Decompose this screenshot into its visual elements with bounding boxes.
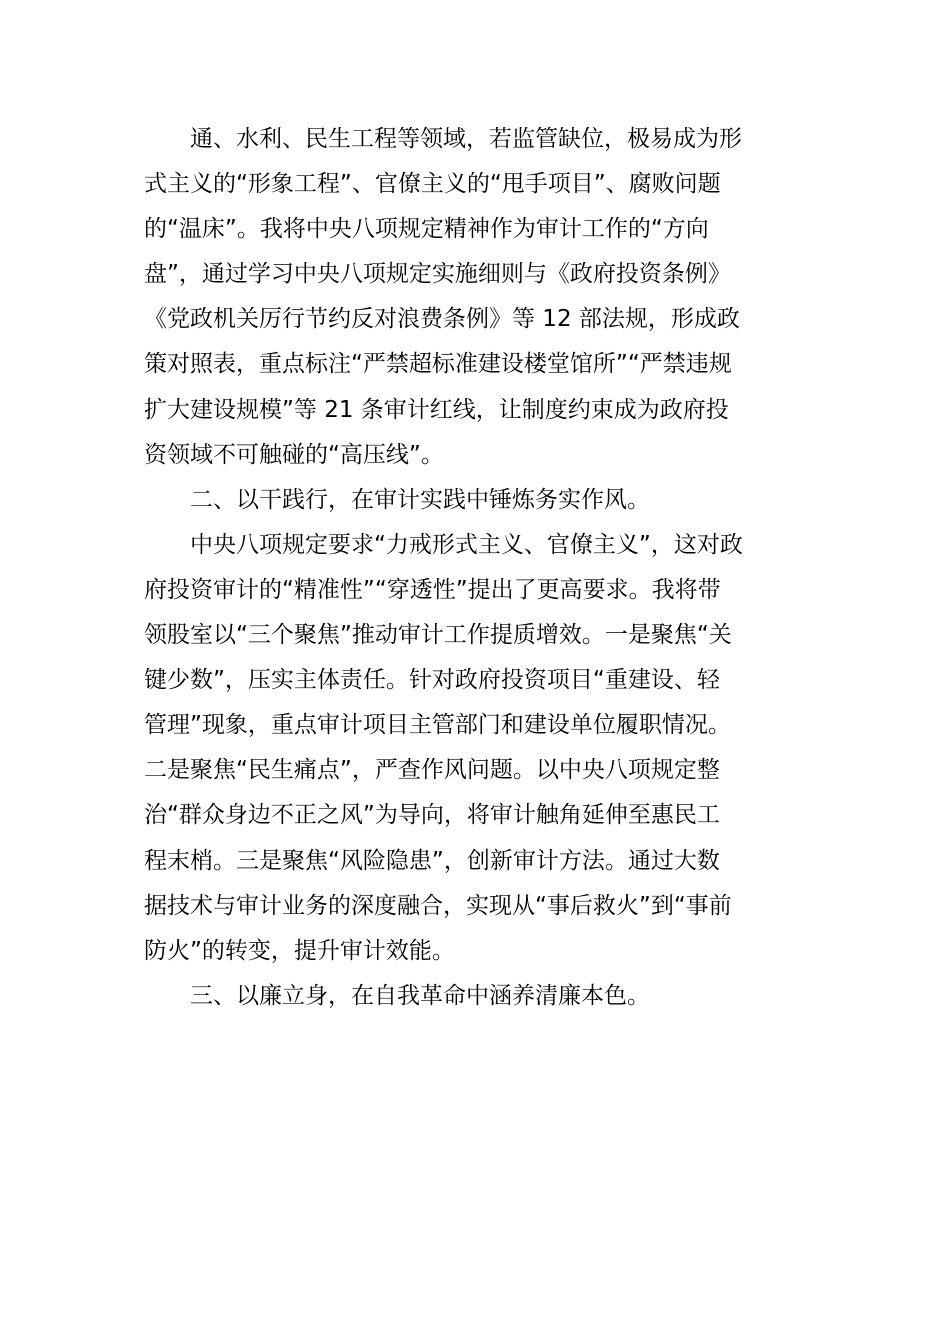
text-line: 通、水利、民生工程等领域，若监管缺位，极易成为形 bbox=[190, 126, 742, 152]
text-line: 式主义的“形象工程”、官僚主义的“甩手项目”、腐败问题 bbox=[144, 171, 721, 198]
text-line: 防火”的转变，提升审计效能。 bbox=[144, 937, 455, 964]
section-heading-two bbox=[144, 478, 804, 523]
text-line: 治“群众身边不正之风”为导向，将审计触角延伸至惠民工 bbox=[144, 802, 720, 829]
section-heading-three bbox=[144, 974, 804, 1019]
text-line: 资领域不可触碰的“高压线”。 bbox=[144, 441, 444, 468]
document-body bbox=[144, 117, 804, 1019]
text-line: 程末梢。三是聚焦“风险隐患”，创新审计方法。通过大数 bbox=[144, 847, 720, 874]
text-line: 的“温床”。我将中央八项规定精神作为审计工作的“方向 bbox=[144, 216, 709, 243]
text-line: 《党政机关厉行节约反对浪费条例》等 12 部法规，形成政 bbox=[144, 306, 740, 333]
text-line: 领股室以“三个聚焦”推动审计工作提质增效。一是聚焦“关 bbox=[144, 622, 732, 649]
paragraph-three-focuses bbox=[144, 523, 804, 974]
text-line: 府投资审计的“精准性”“穿透性”提出了更高要求。我将带 bbox=[144, 576, 721, 603]
text-line: 扩大建设规模”等 21 条审计红线，让制度约束成为政府投 bbox=[144, 396, 729, 423]
text-line: 中央八项规定要求“力戒形式主义、官僚主义”，这对政 bbox=[190, 531, 743, 558]
heading-line: 三、以廉立身，在自我革命中涵养清廉本色。 bbox=[190, 982, 650, 1009]
text-line: 策对照表，重点标注“严禁超标准建设楼堂馆所”“严禁违规 bbox=[144, 351, 732, 378]
text-line: 键少数”，压实主体责任。针对政府投资项目“重建设、轻 bbox=[144, 667, 720, 694]
text-line: 二是聚焦“民生痛点”，严查作风问题。以中央八项规定整 bbox=[144, 757, 720, 784]
text-line: 管理”现象，重点审计项目主管部门和建设单位履职情况。 bbox=[144, 712, 731, 739]
text-line: 据技术与审计业务的深度融合，实现从“事后救火”到“事前 bbox=[144, 892, 732, 919]
paragraph-regulation-redlines bbox=[144, 117, 804, 478]
heading-line: 二、以干践行，在审计实践中锤炼务实作风。 bbox=[190, 486, 650, 513]
text-line: 盘”，通过学习中央八项规定实施细则与《政府投资条例》 bbox=[144, 261, 731, 288]
